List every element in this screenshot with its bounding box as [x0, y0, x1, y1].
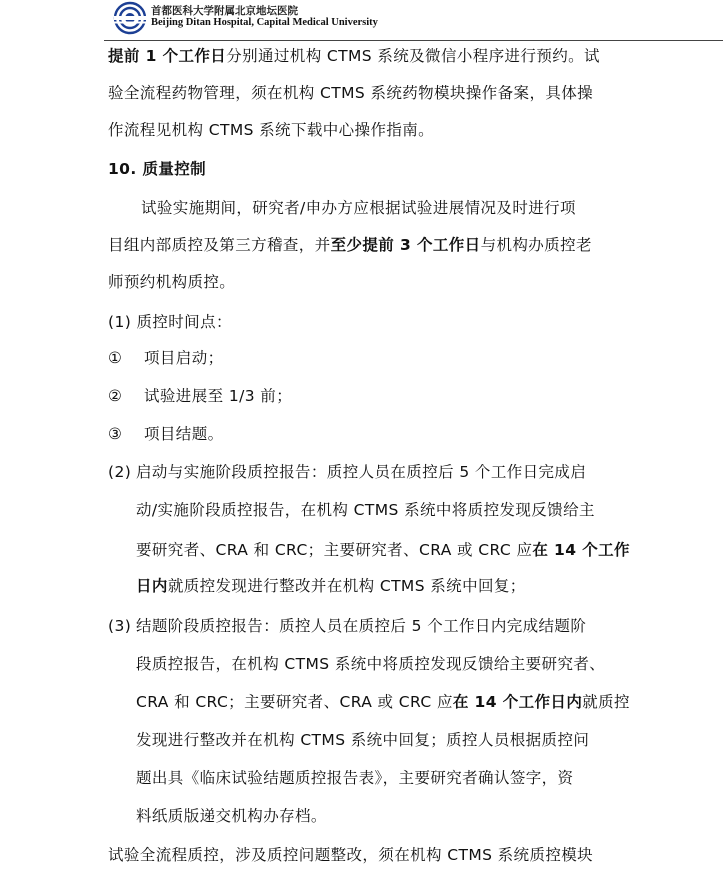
p2-line-2-text-a: 目组内部质控及第三方稽查，并 — [108, 236, 331, 254]
item2-bold-deadline-a: 在 14 个工作 — [532, 541, 630, 559]
item1-circled-1: ① — [108, 349, 123, 367]
p1-line-2: 验全流程药物管理，须在机构 CTMS 系统药物模块操作备案，具体操 — [108, 84, 594, 102]
item3-line-5: 题出具《临床试验结题质控报告表》，主要研究者确认签字，资 — [136, 769, 574, 787]
header-title-en: Beijing Ditan Hospital, Capital Medical University — [151, 17, 378, 28]
item1-point-3: 项目结题。 — [144, 425, 224, 443]
item2-line-1: 启动与实施阶段质控报告：质控人员在质控后 5 个工作日完成启 — [136, 463, 587, 481]
p1-line-3: 作流程见机构 CTMS 系统下载中心操作指南。 — [108, 121, 435, 139]
item3-number: (3) — [108, 617, 132, 635]
item2-bold-deadline-b: 日内 — [136, 577, 168, 595]
p1-bold-deadline: 提前 1 个工作日 — [108, 47, 227, 65]
item3-line-3 — [136, 692, 630, 712]
p2-line-2 — [108, 235, 592, 255]
item3-line-3-text-b: 就质控 — [582, 693, 630, 711]
item1-point-1: 项目启动； — [144, 349, 224, 367]
p1-line-1-text: 分别通过机构 CTMS 系统及微信小程序进行预约。试 — [226, 47, 600, 65]
hospital-logo-icon — [113, 1, 149, 35]
p2-line-1: 试验实施期间，研究者/申办方应根据试验进展情况及时进行项 — [141, 199, 576, 217]
item2-line-4 — [136, 576, 526, 596]
item3-line-6: 料纸质版递交机构办存档。 — [136, 807, 327, 825]
item2-line-3-text: 要研究者、CRA 和 CRC；主要研究者、CRA 或 CRC 应 — [136, 541, 533, 559]
item3-line-2: 段质控报告，在机构 CTMS 系统中将质控发现反馈给主要研究者、 — [136, 655, 606, 673]
p2-line-3: 师预约机构质控。 — [108, 273, 236, 291]
item1-heading: (1) 质控时间点： — [108, 313, 232, 331]
item2-line-3 — [136, 540, 630, 560]
section-heading-quality-control: 10. 质量控制 — [108, 160, 207, 178]
item1-circled-3: ③ — [108, 425, 123, 443]
item1-circled-2: ② — [108, 387, 123, 405]
item3-line-4: 发现进行整改并在机构 CTMS 系统中回复；质控人员根据质控问 — [136, 731, 590, 749]
item3-line-1: 结题阶段质控报告：质控人员在质控后 5 个工作日内完成结题阶 — [136, 617, 587, 635]
p3-line-1: 试验全流程质控，涉及质控问题整改，须在机构 CTMS 系统质控模块 — [108, 846, 594, 864]
item2-line-4-text: 就质控发现进行整改并在机构 CTMS 系统中回复； — [167, 577, 526, 595]
p2-bold-deadline: 至少提前 3 个工作日 — [330, 236, 481, 254]
item1-point-2: 试验进展至 1/3 前； — [144, 387, 293, 405]
item2-number: (2) — [108, 463, 132, 481]
item3-bold-deadline: 在 14 个工作日内 — [452, 693, 583, 711]
header-divider — [104, 40, 723, 41]
item3-line-3-text-a: CRA 和 CRC；主要研究者、CRA 或 CRC 应 — [136, 693, 453, 711]
header-title-cn: 首都医科大学附属北京地坛医院 — [151, 5, 298, 17]
item2-line-2: 动/实施阶段质控报告，在机构 CTMS 系统中将质控发现反馈给主 — [136, 501, 595, 519]
p2-line-2-text-b: 与机构办质控老 — [480, 236, 592, 254]
p1-line-1 — [108, 46, 600, 66]
